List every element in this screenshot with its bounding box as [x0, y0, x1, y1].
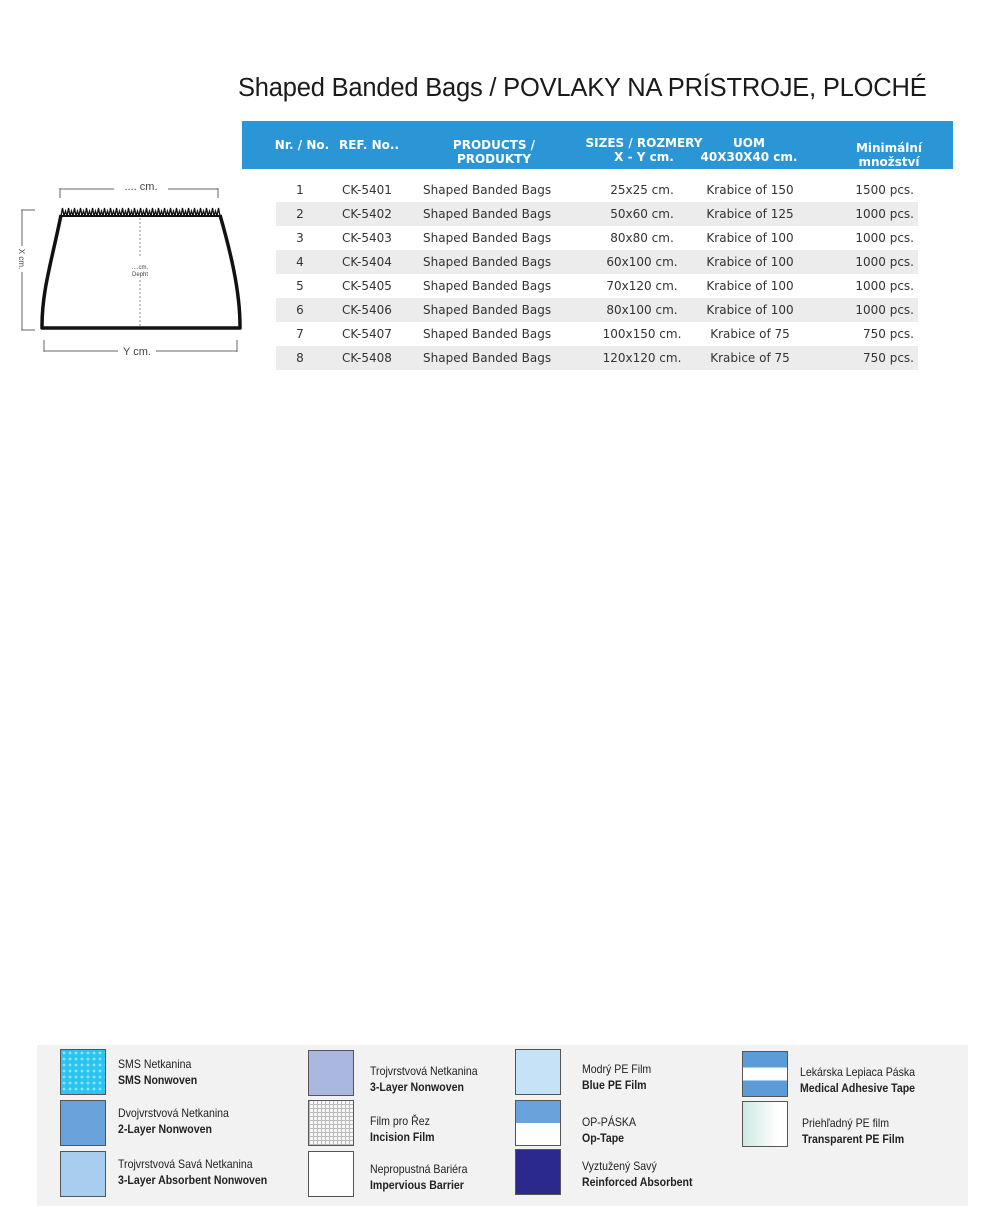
cell-nr: 3 — [296, 231, 304, 245]
op-tape-swatch — [515, 1100, 561, 1146]
cell-product: Shaped Banded Bags — [423, 231, 552, 245]
cell-size: 70x120 cm. — [606, 279, 678, 293]
legend-en-label: Medical Adhesive Tape — [800, 1081, 916, 1095]
cell-product: Shaped Banded Bags — [423, 303, 552, 317]
legend-local-label: Modrý PE Film — [582, 1062, 652, 1076]
cell-min-qty: 750 pcs. — [863, 327, 914, 341]
header-sizes-line1: SIZES / ROZMERY — [585, 136, 703, 150]
header-sizes-line2: X - Y cm. — [614, 150, 674, 164]
medical-adhesive-tape-swatch — [742, 1051, 788, 1097]
legend-local-label: Film pro Řez — [370, 1114, 430, 1128]
blue-pe-film-swatch — [515, 1049, 561, 1095]
cell-ref: CK-5407 — [342, 327, 392, 341]
legend-item-incision-film — [370, 1113, 435, 1145]
bottom-dimension-label: Y cm. — [123, 346, 151, 358]
cell-nr: 1 — [296, 183, 304, 197]
legend-en-label: 2-Layer Nonwoven — [118, 1122, 212, 1136]
cell-uom: Krabice of 100 — [706, 279, 794, 293]
legend-local-label: Lekárska Lepiaca Páska — [800, 1065, 916, 1079]
cell-uom: Krabice of 100 — [706, 303, 794, 317]
cell-min-qty: 750 pcs. — [863, 351, 914, 365]
cell-uom: Krabice of 125 — [706, 207, 794, 221]
legend-local-label: Dvojvrstvová Netkanina — [118, 1106, 229, 1120]
legend-local-label: Vyztužený Savý — [582, 1159, 657, 1173]
table-row — [276, 298, 918, 322]
cell-ref: CK-5403 — [342, 231, 392, 245]
material-legend — [37, 1045, 968, 1206]
legend-en-label: Transparent PE Film — [802, 1132, 905, 1146]
cell-nr: 6 — [296, 303, 304, 317]
legend-en-label: Blue PE Film — [582, 1078, 647, 1092]
legend-local-label: Nepropustná Bariéra — [370, 1162, 468, 1176]
three-layer-absorbent-swatch — [60, 1151, 106, 1197]
legend-en-label: 3-Layer Nonwoven — [370, 1080, 464, 1094]
legend-local-label: Trojvrstvová Netkanina — [370, 1064, 478, 1078]
transparent-pe-film-swatch — [742, 1101, 788, 1147]
table-row — [276, 202, 918, 226]
legend-local-label: OP-PÁSKA — [582, 1115, 636, 1129]
cell-ref: CK-5405 — [342, 279, 392, 293]
legend-en-label: 3-Layer Absorbent Nonwoven — [118, 1173, 268, 1187]
legend-en-label: Reinforced Absorbent — [582, 1175, 693, 1189]
table-row — [276, 346, 918, 370]
cell-uom: Krabice of 100 — [706, 255, 794, 269]
table-row — [276, 226, 918, 250]
page-title: Shaped Banded Bags / POVLAKY NA PRÍSTROJE, PLOCHÉ — [238, 74, 927, 102]
header-nr: Nr. / No. — [274, 138, 330, 152]
cell-min-qty: 1000 pcs. — [855, 303, 914, 317]
top-dimension-label: .... cm. — [124, 181, 158, 193]
legend-item-blue-pe-film — [582, 1061, 651, 1093]
legend-item-reinforced-absorbent — [582, 1158, 693, 1190]
legend-local-label: Trojvrstvová Savá Netkanina — [118, 1157, 253, 1171]
reinforced-absorbent-swatch — [515, 1149, 561, 1195]
legend-en-label: Incision Film — [370, 1130, 435, 1144]
cell-product: Shaped Banded Bags — [423, 327, 552, 341]
cell-size: 80x80 cm. — [610, 231, 674, 245]
table-row — [276, 250, 918, 274]
legend-item-op-tape — [582, 1114, 636, 1146]
cell-uom: Krabice of 100 — [706, 231, 794, 245]
bag-diagram — [16, 180, 246, 365]
legend-item-3-layer — [370, 1063, 478, 1095]
cell-uom: Krabice of 75 — [710, 327, 790, 341]
table-row — [276, 178, 918, 202]
cell-min-qty: 1000 pcs. — [855, 255, 914, 269]
cell-min-qty: 1000 pcs. — [855, 231, 914, 245]
cell-size: 25x25 cm. — [610, 183, 674, 197]
cell-nr: 7 — [296, 327, 304, 341]
cell-product: Shaped Banded Bags — [423, 207, 552, 221]
cell-product: Shaped Banded Bags — [423, 279, 552, 293]
legend-item-sms — [118, 1056, 197, 1088]
table-row — [276, 322, 918, 346]
legend-item-2-layer — [118, 1105, 229, 1137]
table-row — [276, 274, 918, 298]
legend-en-label: SMS Nonwoven — [118, 1073, 198, 1087]
cell-min-qty: 1000 pcs. — [855, 279, 914, 293]
legend-item-impervious-barrier — [370, 1161, 467, 1193]
legend-en-label: Impervious Barrier — [370, 1178, 464, 1192]
cell-nr: 2 — [296, 207, 304, 221]
cell-size: 120x120 cm. — [602, 351, 682, 365]
cell-min-qty: 1000 pcs. — [855, 207, 914, 221]
cell-product: Shaped Banded Bags — [423, 351, 552, 365]
cell-uom: Krabice of 75 — [710, 351, 790, 365]
legend-item-medical-tape — [800, 1064, 915, 1096]
legend-local-label: SMS Netkanina — [118, 1057, 192, 1071]
cell-ref: CK-5402 — [342, 207, 392, 221]
header-uom-line2: 40X30X40 cm. — [700, 150, 798, 164]
sms-nonwoven-swatch — [60, 1049, 106, 1095]
header-sizes — [582, 136, 706, 164]
impervious-barrier-swatch — [308, 1151, 354, 1197]
legend-item-3-layer-absorbent — [118, 1156, 267, 1188]
two-layer-nonwoven-swatch — [60, 1100, 106, 1146]
incision-film-swatch — [308, 1100, 354, 1146]
cell-ref: CK-5404 — [342, 255, 392, 269]
depth-label-bottom: Depht — [131, 272, 149, 278]
legend-local-label: Priehľadný PE film — [802, 1116, 890, 1130]
cell-min-qty: 1500 pcs. — [855, 183, 914, 197]
depth-label-top: ....cm. — [131, 265, 149, 271]
cell-ref: CK-5408 — [342, 351, 392, 365]
cell-nr: 4 — [296, 255, 304, 269]
header-ref: REF. No.. — [338, 138, 399, 152]
product-table — [276, 178, 918, 370]
legend-en-label: Op-Tape — [582, 1131, 625, 1145]
side-dimension-label: X cm. — [17, 248, 26, 270]
header-uom — [694, 136, 804, 164]
header-min-qty: Minimální množství — [855, 141, 923, 169]
header-uom-line1: UOM — [733, 136, 765, 150]
legend-item-transparent-pe-film — [802, 1115, 904, 1147]
cell-ref: CK-5401 — [342, 183, 392, 197]
table-header — [242, 121, 953, 169]
header-products: PRODUCTS / PRODUKTY — [452, 138, 536, 166]
cell-size: 100x150 cm. — [602, 327, 682, 341]
three-layer-nonwoven-swatch — [308, 1050, 354, 1096]
cell-ref: CK-5406 — [342, 303, 392, 317]
cell-nr: 5 — [296, 279, 304, 293]
cell-product: Shaped Banded Bags — [423, 183, 552, 197]
cell-size: 80x100 cm. — [606, 303, 678, 317]
cell-product: Shaped Banded Bags — [423, 255, 552, 269]
cell-uom: Krabice of 150 — [706, 183, 794, 197]
cell-nr: 8 — [296, 351, 304, 365]
cell-size: 50x60 cm. — [610, 207, 674, 221]
cell-size: 60x100 cm. — [606, 255, 678, 269]
